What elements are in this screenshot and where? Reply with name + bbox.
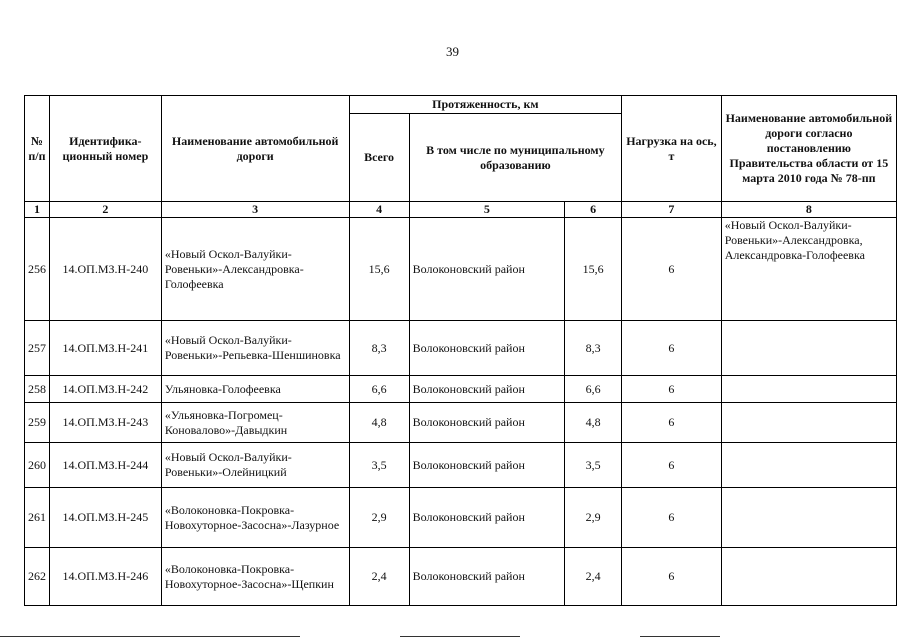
row-total: 6,6 [349, 376, 409, 403]
row-district: Волоконовский район [409, 443, 565, 488]
row-axle-load: 6 [622, 443, 722, 488]
row-num: 258 [25, 376, 50, 403]
col-number: 8 [721, 202, 896, 218]
row-road-name: «Новый Оскол-Валуйки-Ровеньки»-Александровка-Голофеевка [161, 218, 349, 321]
row-district-length: 6,6 [565, 376, 622, 403]
header-road-name: Наименование автомобильной дороги [161, 96, 349, 202]
row-id: 14.ОП.МЗ.Н-245 [49, 488, 161, 548]
row-district-length: 15,6 [565, 218, 622, 321]
column-numbers-row [25, 202, 897, 218]
row-note [721, 321, 896, 376]
col-number: 2 [49, 202, 161, 218]
scan-edge-line [0, 636, 300, 637]
row-road-name: «Ульяновка-Погромец-Коновалово»-Давыдкин [161, 403, 349, 443]
row-district: Волоконовский район [409, 218, 565, 321]
col-number: 7 [622, 202, 722, 218]
row-total: 4,8 [349, 403, 409, 443]
scan-edge-line [400, 636, 520, 637]
row-note [721, 376, 896, 403]
row-id: 14.ОП.МЗ.Н-244 [49, 443, 161, 488]
row-id: 14.ОП.МЗ.Н-242 [49, 376, 161, 403]
row-district-length: 4,8 [565, 403, 622, 443]
row-axle-load: 6 [622, 488, 722, 548]
row-num: 262 [25, 548, 50, 606]
row-id: 14.ОП.МЗ.Н-240 [49, 218, 161, 321]
row-district: Волоконовский район [409, 403, 565, 443]
roads-table [24, 95, 897, 606]
row-district-length: 2,4 [565, 548, 622, 606]
row-note [721, 488, 896, 548]
row-total: 15,6 [349, 218, 409, 321]
scan-edge-line [640, 636, 720, 637]
row-num: 256 [25, 218, 50, 321]
table-row [25, 443, 897, 488]
row-district: Волоконовский район [409, 548, 565, 606]
row-axle-load: 6 [622, 548, 722, 606]
page-number: 39 [446, 44, 459, 59]
table-row [25, 321, 897, 376]
table-row [25, 548, 897, 606]
col-number: 6 [565, 202, 622, 218]
table-row [25, 376, 897, 403]
row-road-name: «Новый Оскол-Валуйки-Ровеньки»-Репьевка-Шеншиновка [161, 321, 349, 376]
row-axle-load: 6 [622, 376, 722, 403]
table-row [25, 403, 897, 443]
header-name-resolution: Наименование автомобильной дороги согласно постановлению Правительства области от 15 марта 2010 года № 78-пп [721, 96, 896, 202]
row-road-name: «Волоконовка-Покровка-Новохуторное-Засосна»-Лазурное [161, 488, 349, 548]
header-total: Всего [349, 114, 409, 202]
row-id: 14.ОП.МЗ.Н-241 [49, 321, 161, 376]
row-total: 2,9 [349, 488, 409, 548]
row-num: 261 [25, 488, 50, 548]
row-road-name: Ульяновка-Голофеевка [161, 376, 349, 403]
row-note [721, 548, 896, 606]
row-district-length: 3,5 [565, 443, 622, 488]
row-note [721, 443, 896, 488]
col-number: 5 [409, 202, 565, 218]
row-district-length: 2,9 [565, 488, 622, 548]
row-total: 8,3 [349, 321, 409, 376]
col-number: 3 [161, 202, 349, 218]
row-district: Волоконовский район [409, 376, 565, 403]
row-axle-load: 6 [622, 403, 722, 443]
row-note [721, 403, 896, 443]
row-total: 3,5 [349, 443, 409, 488]
row-axle-load: 6 [622, 218, 722, 321]
row-num: 257 [25, 321, 50, 376]
row-id: 14.ОП.МЗ.Н-246 [49, 548, 161, 606]
row-axle-load: 6 [622, 321, 722, 376]
header-num: № п/п [25, 96, 50, 202]
header-length-group: Протяженность, км [349, 96, 622, 114]
table-row [25, 218, 897, 321]
row-district: Волоконовский район [409, 488, 565, 548]
table-row [25, 488, 897, 548]
row-id: 14.ОП.МЗ.Н-243 [49, 403, 161, 443]
row-note: «Новый Оскол-Валуйки-Ровеньки»-Александровка, Александровка-Голофеевка [721, 218, 896, 321]
row-total: 2,4 [349, 548, 409, 606]
col-number: 1 [25, 202, 50, 218]
row-num: 259 [25, 403, 50, 443]
row-district-length: 8,3 [565, 321, 622, 376]
header-incl-mun: В том числе по муниципальному образованию [409, 114, 622, 202]
col-number: 4 [349, 202, 409, 218]
row-district: Волоконовский район [409, 321, 565, 376]
row-road-name: «Волоконовка-Покровка-Новохуторное-Засосна»-Щепкин [161, 548, 349, 606]
row-num: 260 [25, 443, 50, 488]
header-axle-load: Нагрузка на ось, т [622, 96, 722, 202]
header-id: Идентифика-ционный номер [49, 96, 161, 202]
row-road-name: «Новый Оскол-Валуйки-Ровеньки»-Олейницкий [161, 443, 349, 488]
